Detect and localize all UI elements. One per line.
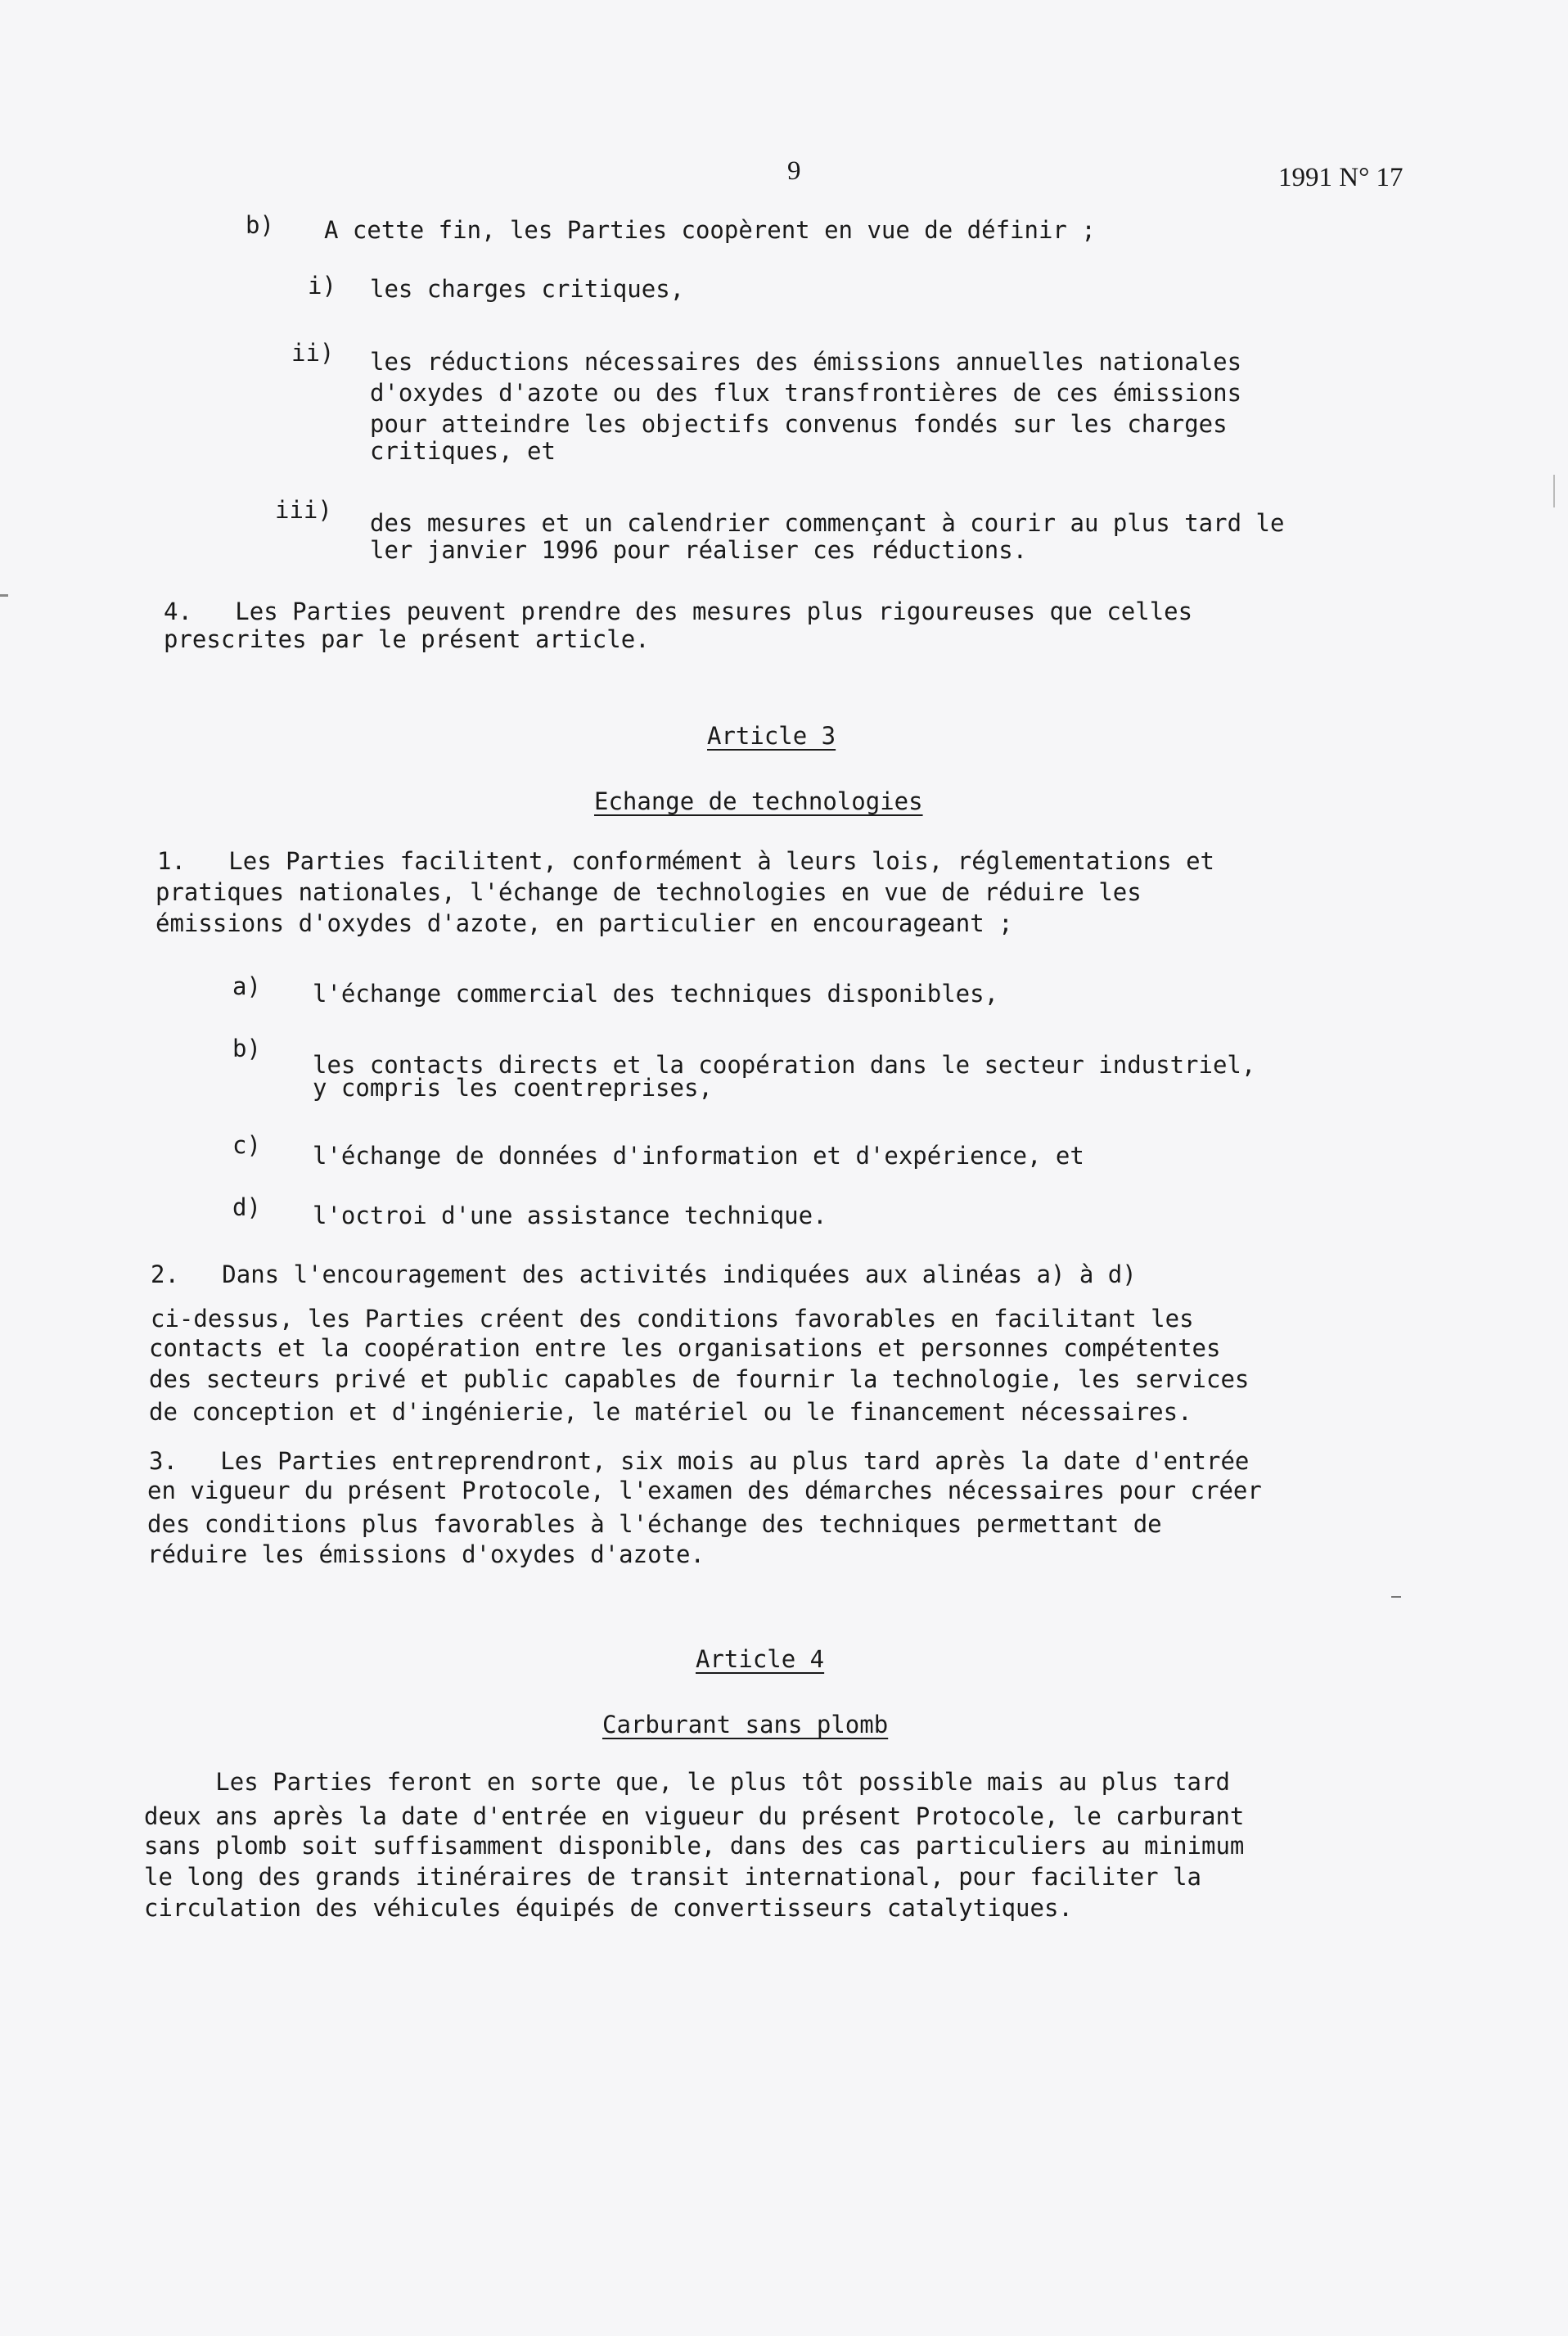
paragraph-line: 3. Les Parties entreprendront, six mois au plus tard après la date d'entrée	[149, 1447, 1250, 1475]
paragraph-line: en vigueur du présent Protocole, l'examen des démarches nécessaires pour créer	[147, 1477, 1262, 1504]
paragraph-line: émissions d'oxydes d'azote, en particulier en encourageant ;	[155, 909, 1013, 937]
item-line: critiques, et	[370, 437, 556, 465]
item-label: c)	[232, 1131, 261, 1159]
item-label: iii)	[275, 496, 332, 524]
item-label: i)	[308, 272, 336, 300]
issue-number: 1991 N° 17	[1278, 163, 1404, 192]
paragraph-line: 1. Les Parties facilitent, conformément à leurs lois, réglementations et	[157, 847, 1215, 875]
scan-mark	[1391, 1596, 1401, 1598]
paragraph-line: deux ans après la date d'entrée en vigueur du présent Protocole, le carburant	[144, 1802, 1245, 1830]
item-line: les réductions nécessaires des émissions annuelles nationales	[370, 348, 1242, 376]
article-subheading: Carburant sans plomb	[602, 1711, 889, 1738]
item-label: b)	[232, 1035, 261, 1062]
item-line: y compris les coentreprises,	[313, 1074, 713, 1102]
paragraph-line: des conditions plus favorables à l'échange des techniques permettant de	[147, 1510, 1162, 1538]
paragraph-line: prescrites par le présent article.	[164, 625, 650, 653]
item-line: d'oxydes d'azote ou des flux transfrontières de ces émissions	[370, 379, 1242, 407]
paragraph-line: 2. Dans l'encouragement des activités indiquées aux alinéas a) à d)	[151, 1260, 1137, 1288]
item-line: les charges critiques,	[370, 275, 685, 303]
paragraph-line: sans plomb soit suffisamment disponible, dans des cas particuliers au minimum	[144, 1832, 1245, 1860]
scan-mark	[1553, 475, 1555, 507]
paragraph-line: des secteurs privé et public capables de fournir la technologie, les services	[149, 1365, 1250, 1393]
paragraph-line: Les Parties feront en sorte que, le plus tôt possible mais au plus tard	[144, 1768, 1230, 1796]
article-subheading: Echange de technologies	[594, 787, 923, 815]
item-line: pour atteindre les objectifs convenus fondés sur les charges	[370, 410, 1228, 438]
item-line: l'échange de données d'information et d'expérience, et	[313, 1142, 1084, 1170]
paragraph-text: A cette fin, les Parties coopèrent en vue de définir ;	[324, 216, 1096, 244]
page-number: 9	[787, 156, 801, 186]
paragraph-line: réduire les émissions d'oxydes d'azote.	[147, 1540, 705, 1568]
paragraph-line: 4. Les Parties peuvent prendre des mesures plus rigoureuses que celles	[164, 598, 1193, 625]
item-line: l'échange commercial des techniques disponibles,	[313, 980, 999, 1008]
paragraph-line: contacts et la coopération entre les organisations et personnes compétentes	[149, 1334, 1221, 1362]
article-heading: Article 4	[696, 1645, 825, 1673]
item-label: d)	[232, 1193, 261, 1221]
item-label: ii)	[291, 339, 335, 367]
item-label: b)	[246, 211, 274, 239]
item-line: des mesures et un calendrier commençant à courir au plus tard le	[370, 509, 1285, 537]
item-line: l'octroi d'une assistance technique.	[313, 1202, 827, 1229]
item-line: ler janvier 1996 pour réaliser ces réductions.	[370, 536, 1028, 564]
article-heading: Article 3	[707, 722, 836, 750]
item-line: les contacts directs et la coopération dans le secteur industriel,	[313, 1051, 1256, 1079]
paragraph-line: pratiques nationales, l'échange de technologies en vue de réduire les	[155, 878, 1142, 906]
paragraph-line: circulation des véhicules équipés de convertisseurs catalytiques.	[144, 1894, 1073, 1922]
paragraph-line: de conception et d'ingénierie, le matériel ou le financement nécessaires.	[149, 1398, 1192, 1426]
paragraph-line: ci-dessus, les Parties créent des conditions favorables en facilitant les	[151, 1305, 1194, 1333]
scan-mark	[0, 594, 8, 597]
paragraph-line: le long des grands itinéraires de transit international, pour faciliter la	[144, 1863, 1202, 1891]
item-label: a)	[232, 972, 261, 1000]
